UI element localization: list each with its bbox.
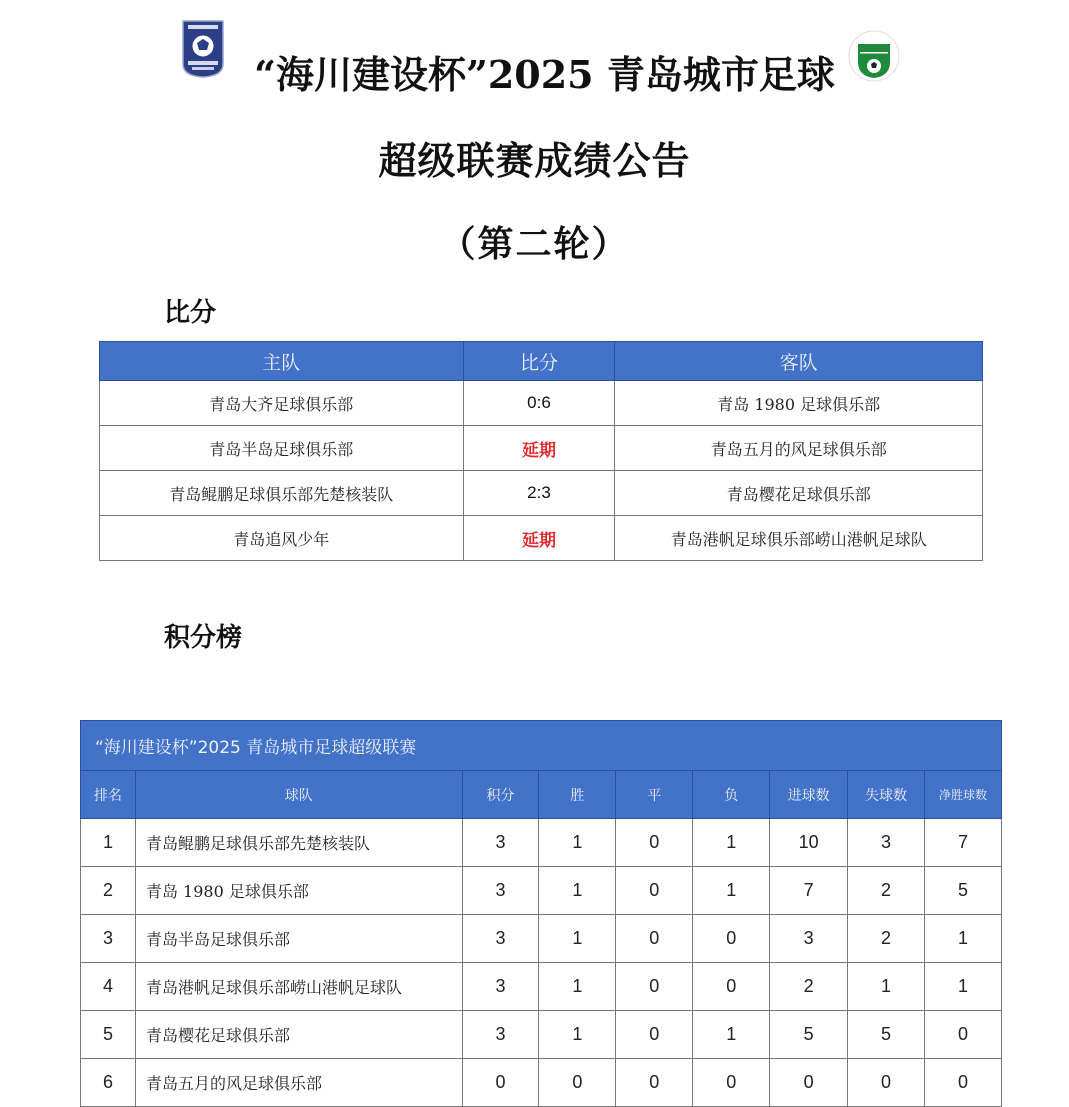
column-header-goals-for: 进球数: [770, 771, 848, 819]
points: 3: [462, 963, 539, 1011]
won: 1: [539, 867, 616, 915]
column-header-score: 比分: [463, 342, 615, 381]
team-name: 青岛半岛足球俱乐部: [135, 915, 462, 963]
round-label: （第二轮）: [439, 223, 630, 265]
goals-against: 0: [848, 1059, 925, 1107]
team-name: 青岛五月的风足球俱乐部: [135, 1059, 462, 1107]
home-team: 青岛大齐足球俱乐部: [100, 381, 464, 426]
goals-against: 3: [848, 819, 925, 867]
match-row: [100, 426, 983, 471]
goal-difference: 1: [925, 963, 1002, 1011]
scores-header-row: [100, 342, 983, 381]
team-name: 青岛 1980 足球俱乐部: [135, 867, 462, 915]
points: 3: [462, 867, 539, 915]
goal-difference: 0: [925, 1011, 1002, 1059]
goals-against: 1: [848, 963, 925, 1011]
column-header-points: 积分: [462, 771, 539, 819]
goals-for: 3: [770, 915, 848, 963]
standings-row: [81, 1059, 1002, 1107]
rank: 6: [81, 1059, 136, 1107]
column-header-goals-against: 失球数: [848, 771, 925, 819]
goal-difference: 7: [925, 819, 1002, 867]
points: 3: [462, 915, 539, 963]
goals-for: 0: [770, 1059, 848, 1107]
column-header-rank: 排名: [81, 771, 136, 819]
lost: 1: [693, 867, 770, 915]
won: 1: [539, 963, 616, 1011]
match-score: 2:3: [463, 471, 615, 516]
goal-difference: 5: [925, 867, 1002, 915]
away-team: 青岛樱花足球俱乐部: [615, 471, 983, 516]
standings-caption: “海川建设杯”2025 青岛城市足球超级联赛: [81, 721, 1002, 771]
home-team: 青岛半岛足球俱乐部: [100, 426, 464, 471]
page-subtitle: 超级联赛成绩公告: [378, 138, 691, 183]
won: 0: [539, 1059, 616, 1107]
lost: 1: [693, 1011, 770, 1059]
rank: 2: [81, 867, 136, 915]
column-header-drawn: 平: [616, 771, 693, 819]
match-row: [100, 471, 983, 516]
standings-section-heading: 积分榜: [164, 623, 243, 653]
points: 3: [462, 1011, 539, 1059]
scores-table: [99, 341, 983, 561]
team-name: 青岛鲲鹏足球俱乐部先楚核装队: [135, 819, 462, 867]
home-team: 青岛鲲鹏足球俱乐部先楚核装队: [100, 471, 464, 516]
column-header-away: 客队: [615, 342, 983, 381]
goals-for: 7: [770, 867, 848, 915]
lost: 0: [693, 963, 770, 1011]
points: 0: [462, 1059, 539, 1107]
match-row: [100, 381, 983, 426]
goals-against: 2: [848, 915, 925, 963]
rank: 1: [81, 819, 136, 867]
match-status-postponed: 延期: [463, 516, 615, 561]
goals-for: 5: [770, 1011, 848, 1059]
standings-table: [80, 720, 1002, 1107]
match-score: 0:6: [463, 381, 615, 426]
scores-section-heading: 比分: [164, 298, 217, 328]
rank: 4: [81, 963, 136, 1011]
page-title: “海川建设杯”2025 青岛城市足球: [254, 52, 835, 97]
goals-for: 2: [770, 963, 848, 1011]
home-team: 青岛追风少年: [100, 516, 464, 561]
column-header-won: 胜: [539, 771, 616, 819]
won: 1: [539, 819, 616, 867]
goals-against: 5: [848, 1011, 925, 1059]
standings-header-row: [81, 771, 1002, 819]
rank: 5: [81, 1011, 136, 1059]
won: 1: [539, 915, 616, 963]
drawn: 0: [616, 1059, 693, 1107]
standings-row: [81, 1011, 1002, 1059]
column-header-lost: 负: [693, 771, 770, 819]
goals-against: 2: [848, 867, 925, 915]
column-header-goal-difference: 净胜球数: [925, 771, 1002, 819]
drawn: 0: [616, 867, 693, 915]
drawn: 0: [616, 963, 693, 1011]
won: 1: [539, 1011, 616, 1059]
drawn: 0: [616, 1011, 693, 1059]
standings-row: [81, 819, 1002, 867]
away-team: 青岛港帆足球俱乐部崂山港帆足球队: [615, 516, 983, 561]
match-row: [100, 516, 983, 561]
lost: 0: [693, 1059, 770, 1107]
drawn: 0: [616, 915, 693, 963]
lost: 1: [693, 819, 770, 867]
standings-row: [81, 963, 1002, 1011]
rank: 3: [81, 915, 136, 963]
goal-difference: 1: [925, 915, 1002, 963]
standings-row: [81, 867, 1002, 915]
match-status-postponed: 延期: [463, 426, 615, 471]
goal-difference: 0: [925, 1059, 1002, 1107]
standings-row: [81, 915, 1002, 963]
goals-for: 10: [770, 819, 848, 867]
team-name: 青岛樱花足球俱乐部: [135, 1011, 462, 1059]
away-team: 青岛五月的风足球俱乐部: [615, 426, 983, 471]
column-header-team: 球队: [135, 771, 462, 819]
standings-caption-row: [81, 721, 1002, 771]
lost: 0: [693, 915, 770, 963]
drawn: 0: [616, 819, 693, 867]
points: 3: [462, 819, 539, 867]
team-name: 青岛港帆足球俱乐部崂山港帆足球队: [135, 963, 462, 1011]
away-team: 青岛 1980 足球俱乐部: [615, 381, 983, 426]
column-header-home: 主队: [100, 342, 464, 381]
